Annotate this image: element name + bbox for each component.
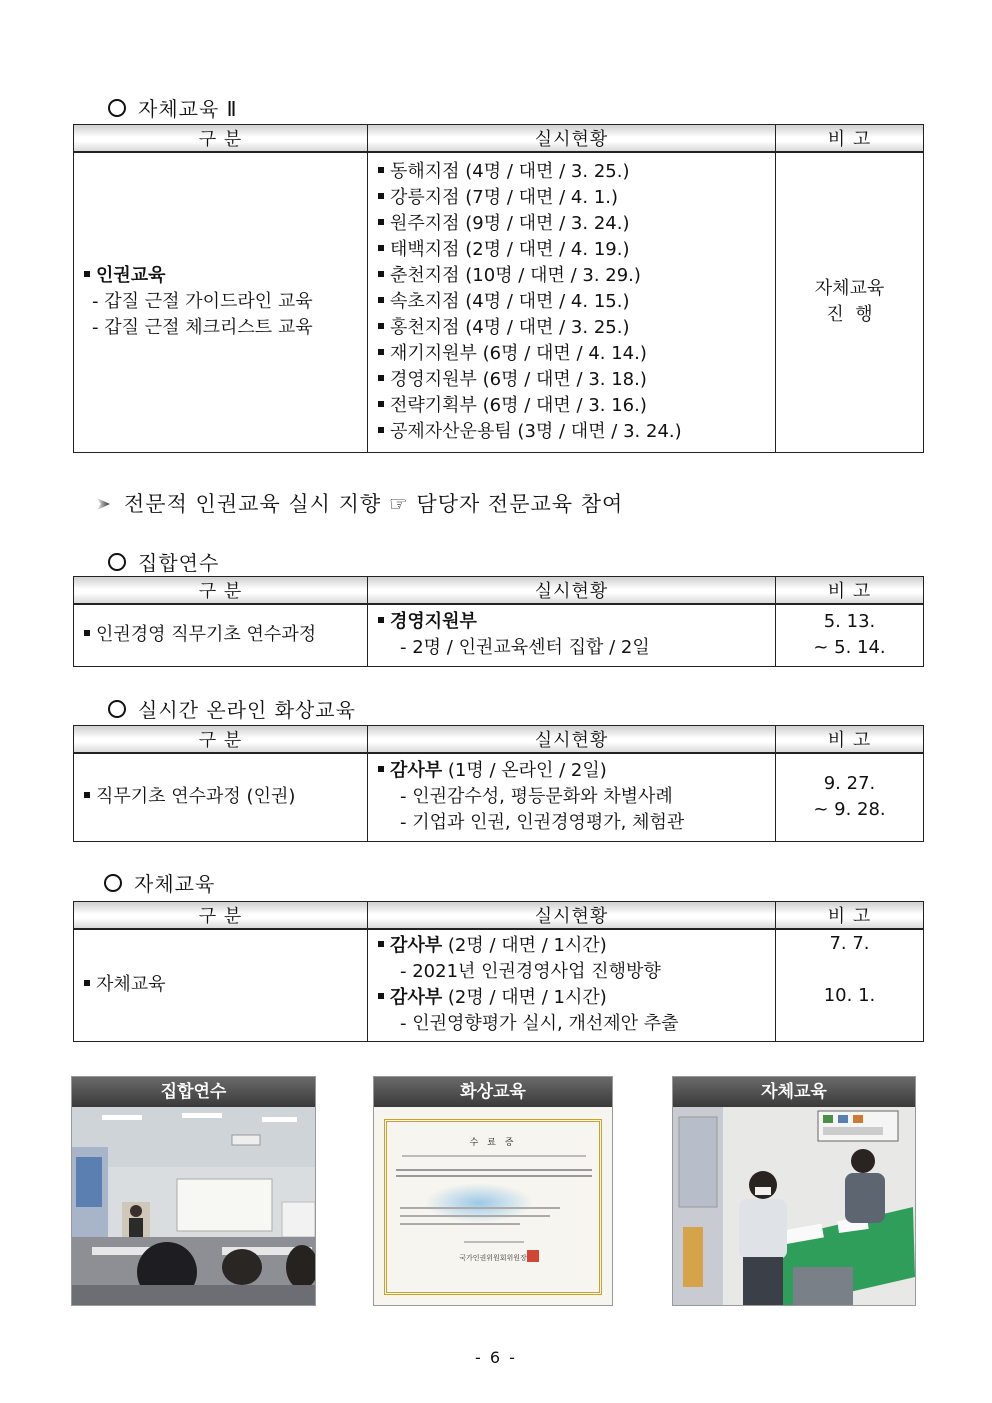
arrow-bullet-icon	[96, 496, 112, 512]
bullet-icon	[378, 401, 384, 407]
bullet-icon	[84, 792, 90, 798]
photo-caption: 화상교육	[374, 1077, 612, 1107]
list-item: 속초지점 (4명 / 대면 / 4. 15.)	[378, 289, 775, 315]
section2-table	[73, 576, 924, 667]
photo-caption: 집합연수	[72, 1077, 315, 1107]
bullet-icon	[378, 427, 384, 433]
certificate-title: 수 료 증	[469, 1138, 517, 1148]
pointing-hand-icon: ☞	[388, 492, 409, 516]
bullet-icon	[378, 941, 384, 947]
section4-table	[73, 901, 924, 1042]
list-item: 재기지원부 (6명 / 대면 / 4. 14.)	[378, 341, 775, 367]
header-division: 구 분	[74, 726, 368, 754]
section2-division-cell: 인권경영 직무기초 연수과정	[74, 604, 368, 666]
header-division: 구 분	[74, 125, 368, 153]
section2-title: 집합연수	[108, 547, 219, 576]
bullet-icon	[378, 167, 384, 173]
section1-table	[73, 124, 924, 453]
circle-icon	[104, 874, 122, 892]
header-remark: 비 고	[776, 577, 924, 605]
bullet-icon	[378, 323, 384, 329]
section3-title: 실시간 온라인 화상교육	[108, 694, 356, 723]
headline: 전문적 인권교육 실시 지향 ☞ 담당자 전문교육 참여	[96, 488, 623, 518]
section4-remark-cell: 7. 7. 10. 1.	[776, 929, 924, 1041]
list-item: 전략기획부 (6명 / 대면 / 3. 16.)	[378, 393, 775, 419]
bullet-icon	[378, 766, 384, 772]
header-remark: 비 고	[776, 902, 924, 930]
photo-online-training	[373, 1076, 613, 1306]
bullet-icon	[84, 271, 90, 277]
bullet-icon	[378, 297, 384, 303]
section1-status-cell	[368, 152, 776, 452]
list-item: 춘천지점 (10명 / 대면 / 3. 29.)	[378, 263, 775, 289]
meeting-photo-image	[673, 1107, 915, 1305]
header-division: 구 분	[74, 902, 368, 930]
classroom-photo-image	[72, 1107, 315, 1305]
section3-status-cell: 감사부 (1명 / 온라인 / 2일) - 인권감수성, 평등문화와 차별사례 - 기업과 인권, 인권경영평가, 체험관	[368, 753, 776, 841]
section1-division-cell: 인권교육 - 갑질 근절 가이드라인 교육 - 갑질 근절 체크리스트 교육	[74, 152, 368, 452]
bullet-icon	[378, 193, 384, 199]
header-status: 실시현황	[368, 902, 776, 930]
bullet-icon	[378, 375, 384, 381]
section3-division-cell: 직무기초 연수과정 (인권)	[74, 753, 368, 841]
photo-internal-training	[672, 1076, 916, 1306]
section2-status-cell: 경영지원부 - 2명 / 인권교육센터 집합 / 2일	[368, 604, 776, 666]
bullet-icon	[378, 245, 384, 251]
circle-icon	[108, 553, 126, 571]
bullet-icon	[378, 271, 384, 277]
circle-icon	[108, 700, 126, 718]
circle-icon	[108, 99, 126, 117]
certificate-image	[374, 1107, 612, 1305]
bullet-icon	[378, 993, 384, 999]
page-number: - 6 -	[475, 1348, 517, 1367]
bullet-icon	[378, 617, 384, 623]
header-status: 실시현황	[368, 577, 776, 605]
certificate-issuer: 국가인권위원회위원장	[459, 1254, 527, 1262]
list-item: 태백지점 (2명 / 대면 / 4. 19.)	[378, 237, 775, 263]
section2-remark-cell: 5. 13. ~ 5. 14.	[776, 604, 924, 666]
section3-remark-cell: 9. 27. ~ 9. 28.	[776, 753, 924, 841]
seal-stamp	[527, 1250, 539, 1262]
list-item: 공제자산운용팀 (3명 / 대면 / 3. 24.)	[378, 419, 775, 445]
section4-status-cell: 감사부 (2명 / 대면 / 1시간) - 2021년 인권경영사업 진행방향 감사부 (2명 / 대면 / 1시간) - 인권영향평가 실시, 개선제안 추출	[368, 929, 776, 1041]
bullet-icon	[84, 980, 90, 986]
section3-table	[73, 725, 924, 842]
bullet-icon	[84, 630, 90, 636]
photo-caption: 자체교육	[673, 1077, 915, 1107]
bullet-icon	[378, 349, 384, 355]
header-division: 구 분	[74, 577, 368, 605]
header-remark: 비 고	[776, 726, 924, 754]
section1-remark-cell: 자체교육 진 행	[776, 152, 924, 452]
section1-title: 자체교육 Ⅱ	[108, 93, 237, 122]
list-item: 강릉지점 (7명 / 대면 / 4. 1.)	[378, 185, 775, 211]
bullet-icon	[378, 219, 384, 225]
section4-title: 자체교육	[104, 868, 215, 897]
list-item: 동해지점 (4명 / 대면 / 3. 25.)	[378, 159, 775, 185]
list-item: 경영지원부 (6명 / 대면 / 3. 18.)	[378, 367, 775, 393]
list-item: 원주지점 (9명 / 대면 / 3. 24.)	[378, 211, 775, 237]
header-status: 실시현황	[368, 125, 776, 153]
section4-division-cell: 자체교육	[74, 929, 368, 1041]
photo-group-training	[71, 1076, 316, 1306]
emblem-watermark	[424, 1183, 534, 1223]
header-status: 실시현황	[368, 726, 776, 754]
header-remark: 비 고	[776, 125, 924, 153]
list-item: 홍천지점 (4명 / 대면 / 3. 25.)	[378, 315, 775, 341]
